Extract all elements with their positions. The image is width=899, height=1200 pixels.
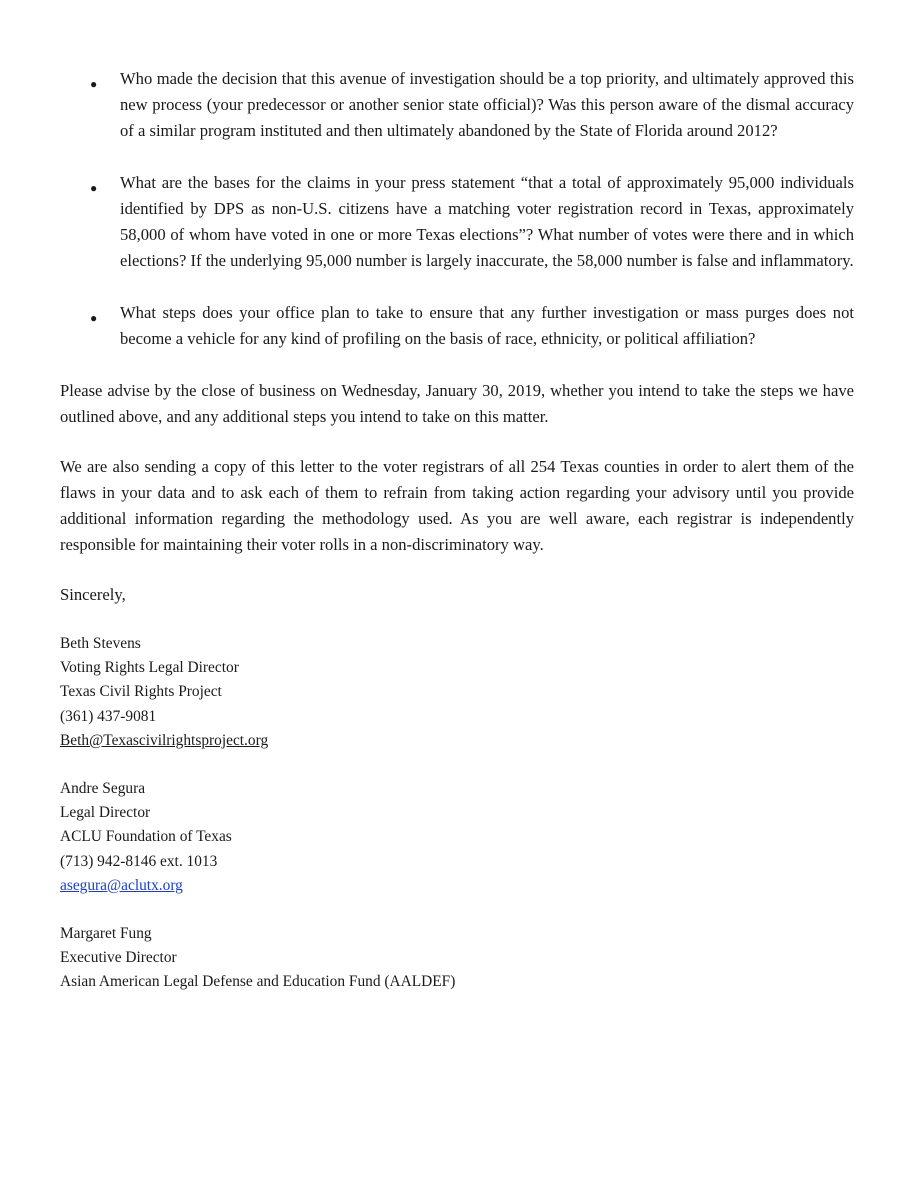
signatory-organization: Texas Civil Rights Project	[60, 683, 222, 701]
signatory-phone: (361) 437-9081	[60, 707, 157, 725]
signatory-title: Legal Director	[60, 804, 151, 822]
signatory-name: Margaret Fung	[60, 925, 152, 943]
signatory-name: Beth Stevens	[60, 635, 141, 652]
bullet-icon: ●	[90, 311, 98, 325]
list-item	[60, 300, 854, 352]
bullet-icon: ●	[90, 77, 98, 91]
registrars-paragraph: We are also sending a copy of this letter to the voter registrars of all 254 Texas counties in order to alert them of the flaws in your data and to ask each of them to refrain from taking action regarding your advisory until you provide additional information regarding the methodology used. As you are well aware, each registrar is independently responsible for maintaining their voter rolls in a non-discriminatory way.	[60, 457, 854, 554]
closing-salutation: Sincerely,	[60, 585, 126, 604]
deadline-paragraph: Please advise by the close of business on Wednesday, January 30, 2019, whether you intend to take the steps we have outlined above, and any additional steps you intend to take on this matter.	[60, 381, 854, 426]
signatory-organization: ACLU Foundation of Texas	[60, 828, 232, 846]
question-text: Who made the decision that this avenue of investigation should be a top priority, and ultimately approved this new process (your predecessor or another senior state official)? Was this person aware of the dismal accuracy of a similar program instituted and then ultimately abandoned by the State of Florida around 2012?	[120, 69, 854, 140]
bullet-icon: ●	[90, 181, 98, 195]
list-item	[60, 66, 854, 144]
letter-page	[60, 66, 854, 1019]
signatory-name: Andre Segura	[60, 780, 146, 798]
signatory-email-link[interactable]: asegura@aclutx.org	[60, 876, 183, 894]
question-list	[60, 66, 854, 352]
signatory-email: Beth@Texascivilrightsproject.org	[60, 731, 269, 749]
question-text: What steps does your office plan to take to ensure that any further investigation or mass purges does not become a vehicle for any kind of profiling on the basis of race, ethnicity, or political affiliation?	[120, 303, 854, 348]
signatory-title: Executive Director	[60, 949, 177, 967]
signatory-title: Voting Rights Legal Director	[60, 659, 239, 677]
signature-block-stevens	[60, 632, 854, 753]
question-text: What are the bases for the claims in your press statement “that a total of approximately 95,000 individuals identified by DPS as non-U.S. citizens have a matching voter registration record in Texas, approximately 58,000 of whom have voted in one or more Texas elections”? What number of votes were there and in which elections? If the underlying 95,000 number is largely inaccurate, the 58,000 number is false and inflammatory.	[120, 173, 854, 270]
list-item	[60, 170, 854, 274]
signatory-phone: (713) 942-8146 ext. 1013	[60, 852, 218, 870]
signature-block-segura	[60, 777, 854, 898]
signatory-organization: Asian American Legal Defense and Education Fund (AALDEF)	[60, 973, 456, 991]
signature-block-fung	[60, 922, 854, 995]
